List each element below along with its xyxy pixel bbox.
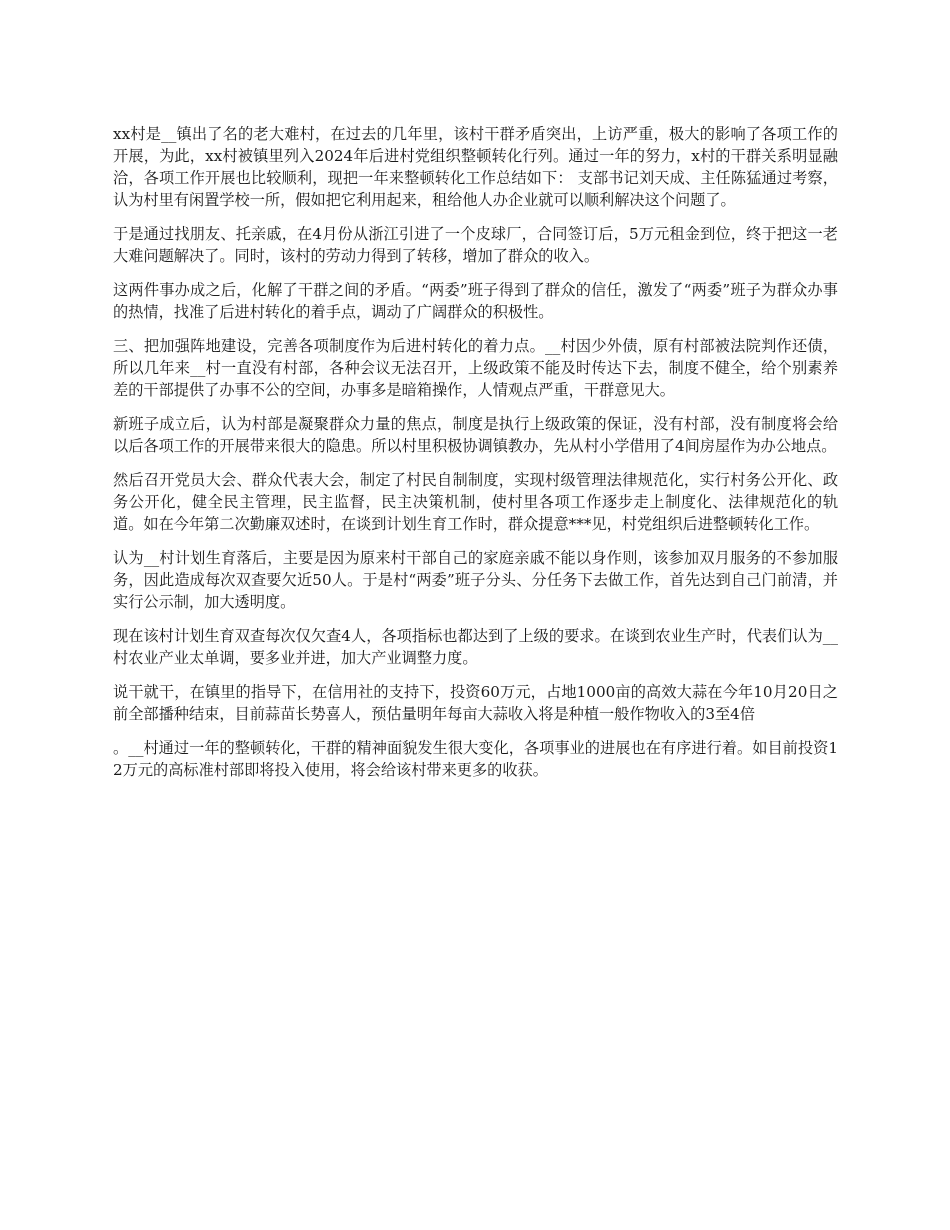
paragraph: 这两件事办成之后，化解了干群之间的矛盾。“两委”班子得到了群众的信任，激发了“两委”班子为群众办事的热情，找准了后进村转化的着手点，调动了广阔群众的积极性。 bbox=[113, 281, 838, 321]
paragraph: xx村是__镇出了名的老大难村，在过去的几年里，该村干群矛盾突出，上访严重，极大的影响了各项工作的开展，为此，xx村被镇里列入2024年后进村党组织整顿转化行列。通过一年的努力，x村的干群关系明显融洽，各项工作开展也比较顺利，现把一年来整顿转化工作总结如下： 支部书记刘天成、主任陈猛通过考察，认为村里有闲置学校一所，假如把它利用起来，租给他人办企业就可以顺利解决这个问题了。 bbox=[113, 125, 838, 209]
paragraph: 现在该村计划生育双查每次仅欠查4人，各项指标也都达到了上级的要求。在谈到农业生产时，代表们认为__村农业产业太单调，要多业并进，加大产业调整力度。 bbox=[113, 627, 838, 667]
paragraph: 。__村通过一年的整顿转化，干群的精神面貌发生很大变化，各项事业的进展也在有序进行着。如目前投资12万元的高标准村部即将投入使用，将会给该村带来更多的收获。 bbox=[113, 739, 838, 779]
paragraph: 说干就干，在镇里的指导下，在信用社的支持下，投资60万元，占地1000亩的高效大蒜在今年10月20日之前全部播种结束，目前蒜苗长势喜人，预估量明年每亩大蒜收入将是种植一般作物收入的3至4倍 bbox=[113, 683, 838, 723]
document-body bbox=[113, 123, 838, 793]
paragraph: 新班子成立后，认为村部是凝聚群众力量的焦点，制度是执行上级政策的保证，没有村部，没有制度将会给以后各项工作的开展带来很大的隐患。所以村里积极协调镇教办，先从村小学借用了4间房屋作为办公地点。 bbox=[113, 415, 838, 455]
paragraph: 三、把加强阵地建设，完善各项制度作为后进村转化的着力点。__村因少外债，原有村部被法院判作还债，所以几年来__村一直没有村部，各种会议无法召开，上级政策不能及时传达下去，制度不健全，给个别素养差的干部提供了办事不公的空间，办事多是暗箱操作，人情观点严重，干群意见大。 bbox=[113, 337, 838, 399]
paragraph: 然后召开党员大会、群众代表大会，制定了村民自制制度，实现村级管理法律规范化，实行村务公开化、政务公开化，健全民主管理，民主监督，民主决策机制，使村里各项工作逐步走上制度化、法律规范化的轨道。如在今年第二次勤廉双述时，在谈到计划生育工作时，群众提意***见，村党组织后进整顿转化工作。 bbox=[113, 471, 838, 533]
paragraph: 认为__村计划生育落后，主要是因为原来村干部自己的家庭亲戚不能以身作则，该参加双月服务的不参加服务，因此造成每次双查要欠近50人。于是村“两委”班子分头、分任务下去做工作，首先达到自己门前清，并实行公示制，加大透明度。 bbox=[113, 549, 838, 611]
paragraph: 于是通过找朋友、托亲戚，在4月份从浙江引进了一个皮球厂，合同签订后，5万元租金到位，终于把这一老大难问题解决了。同时，该村的劳动力得到了转移，增加了群众的收入。 bbox=[113, 225, 838, 265]
